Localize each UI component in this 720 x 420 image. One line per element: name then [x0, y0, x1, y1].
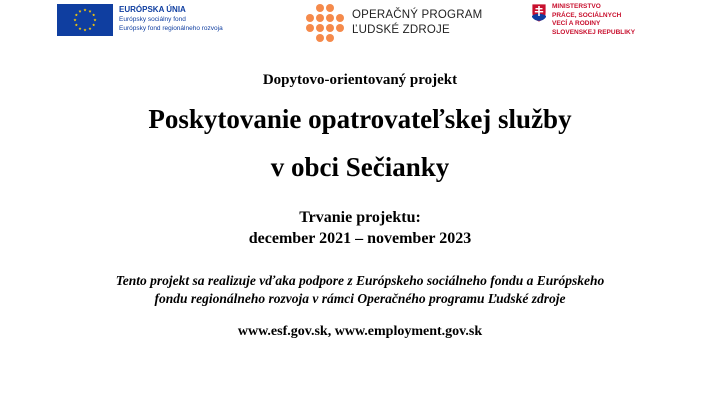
eu-fund-line2: Európsky fond regionálneho rozvoja	[119, 25, 223, 32]
ministry-line2: PRÁCE, SOCIÁLNYCH	[552, 11, 622, 19]
program-line1: OPERAČNÝ PROGRAM	[352, 9, 483, 21]
logo-bar	[0, 0, 720, 48]
program-logo-text	[352, 8, 482, 38]
ministry-logo-text	[552, 3, 635, 37]
duration-label: Trvanie projektu:	[299, 209, 421, 226]
project-type: Dopytovo-orientovaný projekt	[262, 72, 458, 88]
duration-value: december 2021 – november 2023	[248, 230, 472, 247]
funding-note-line1: Tento projekt sa realizuje vďaka podpore z Európskeho sociálneho fondu a Európskeho	[115, 273, 605, 288]
project-title-line1: Poskytovanie opatrovateľskej služby	[148, 104, 572, 134]
dot-grid-icon	[306, 4, 344, 42]
eu-logo	[57, 4, 223, 36]
program-logo	[306, 4, 482, 42]
ministry-line3: VECÍ A RODINY	[552, 20, 601, 27]
slovak-coat-of-arms-icon	[531, 3, 547, 28]
ministry-line1: MINISTERSTVO	[552, 3, 601, 10]
eu-fund-line1: Európsky sociálny fond	[119, 16, 186, 23]
ministry-line4: SLOVENSKEJ REPUBLIKY	[552, 28, 636, 36]
eu-title: EURÓPSKA ÚNIA	[119, 5, 186, 14]
websites: www.esf.gov.sk, www.employment.gov.sk	[237, 324, 483, 339]
ministry-logo	[531, 3, 635, 37]
program-line2: ĽUDSKÉ ZDROJE	[352, 24, 450, 36]
eu-flag-icon	[57, 4, 113, 36]
eu-logo-text	[119, 4, 223, 33]
project-title-line2: v obci Sečianky	[270, 152, 450, 182]
funding-note-line2: fondu regionálneho rozvoja v rámci Operačného programu Ľudské zdroje	[154, 291, 566, 306]
